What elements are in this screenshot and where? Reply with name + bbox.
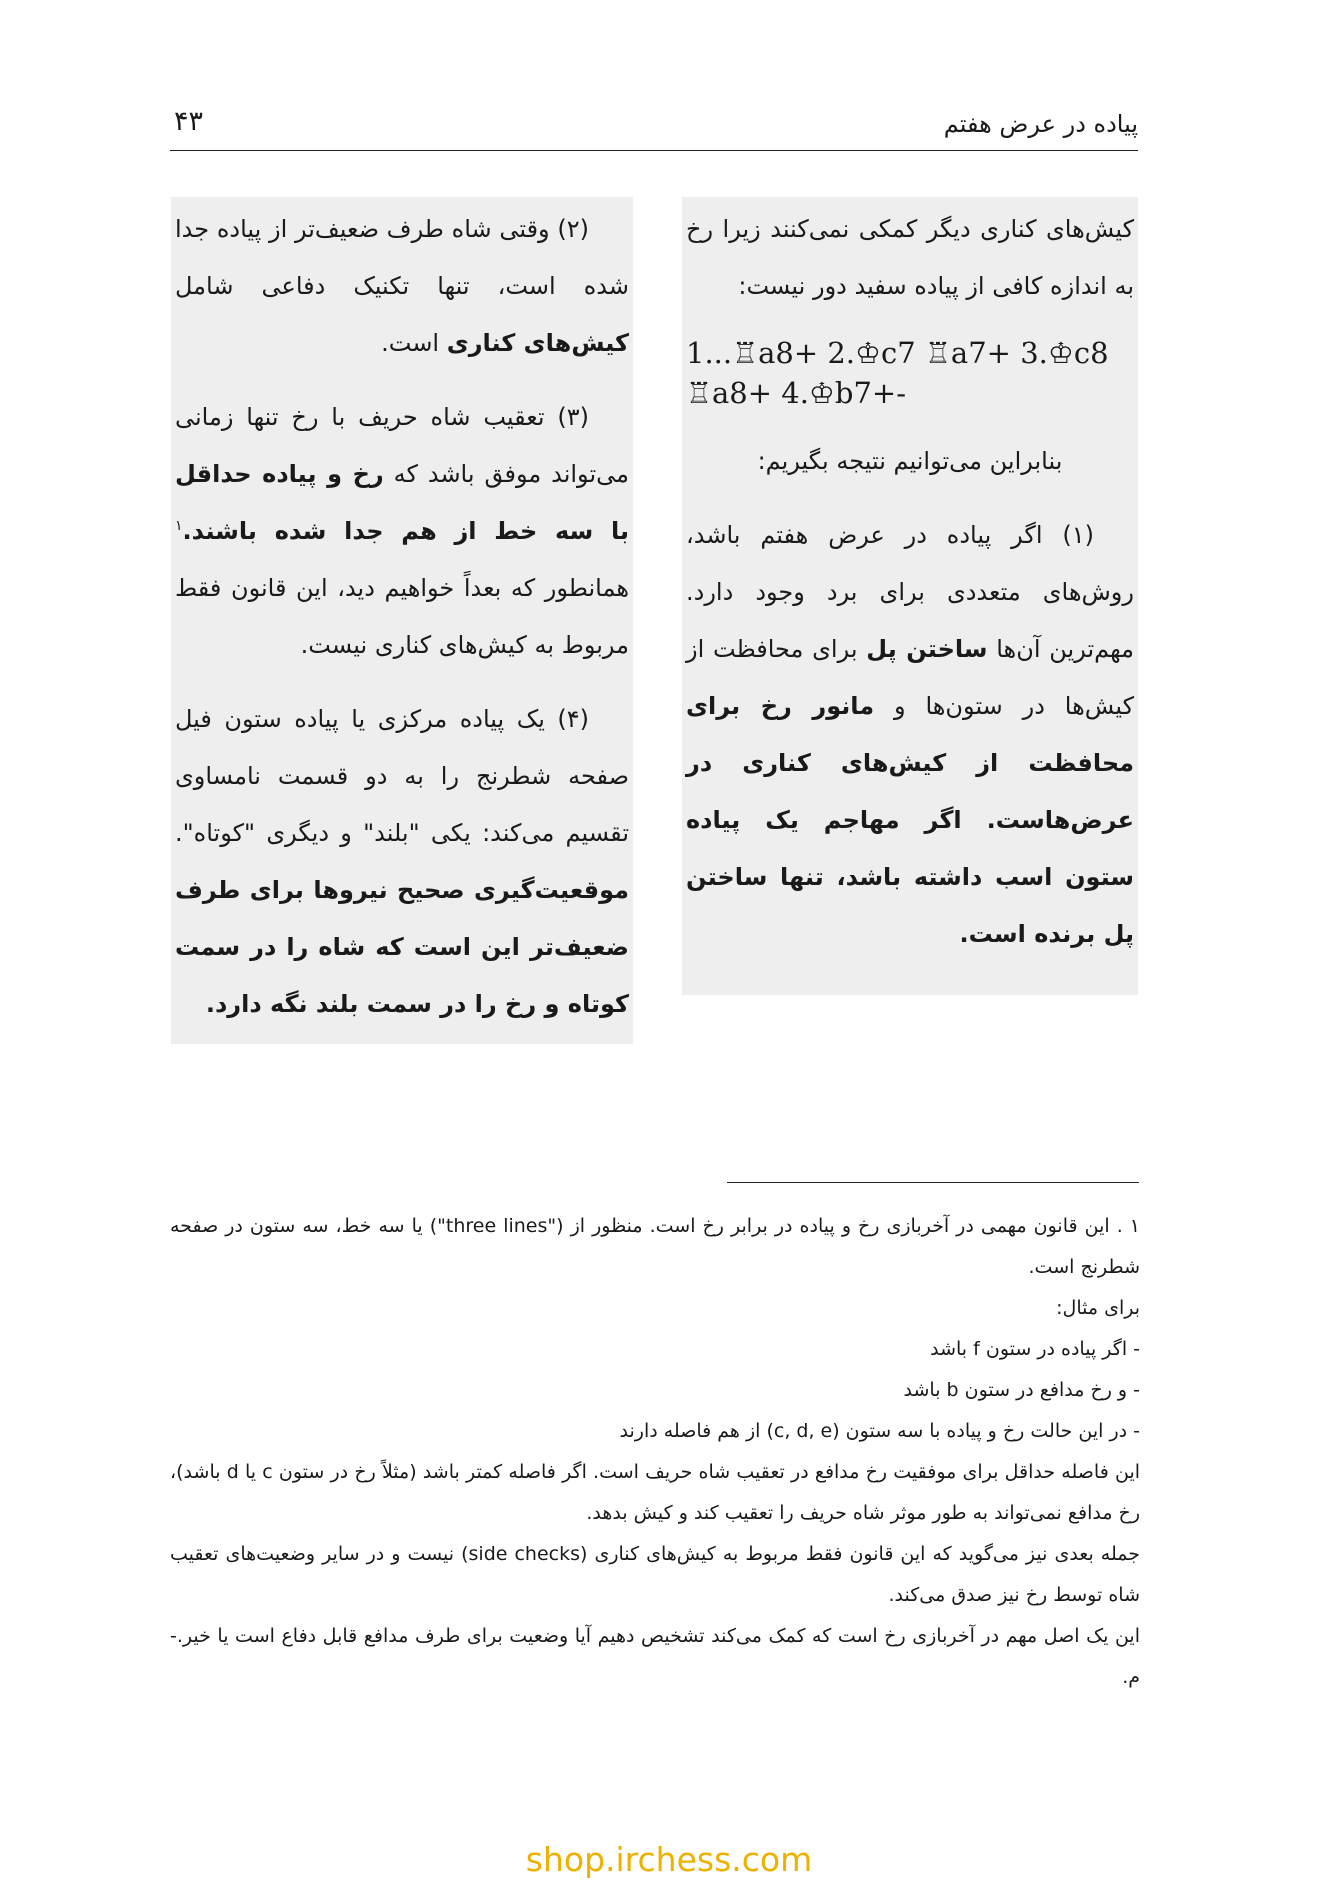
footnote-line: - و رخ مدافع در ستون b باشد: [903, 1379, 1140, 1401]
rule-3-text-a: (۳) تعقیب شاه حریف با رخ تنها زمانی می‌تواند موفق باشد که: [175, 403, 629, 488]
rule-4-paragraph: [175, 691, 629, 1033]
footnote-line: این یک اصل مهم در آخربازی رخ است که کمک می‌کند تشخیص دهیم آیا وضعیت برای طرف مدافع قابل دفاع است یا خیر.- م.: [170, 1625, 1140, 1688]
rule-2-paragraph: [175, 201, 629, 372]
rule-2-bold: کیش‌های کناری: [446, 329, 629, 357]
footnote-line: جمله بعدی نیز می‌گوید که این قانون فقط مربوط به کیش‌های کناری (side checks) نیست و در سایر وضعیت‌های تعقیب شاه توسط رخ نیز صدق می‌کند.: [170, 1543, 1141, 1606]
footnote-line: برای مثال:: [1056, 1297, 1140, 1319]
rule-3-text-c: همانطور که بعداً خواهیم دید، این قانون فقط مربوط به کیش‌های کناری نیست.: [175, 574, 629, 659]
footnote-marker: ۱: [175, 518, 183, 534]
rule-2-text-a: (۲) وقتی شاه طرف ضعیف‌تر از پیاده جدا شده است، تنها تکنیک دفاعی شامل: [175, 215, 629, 300]
footnote-separator: [727, 1182, 1139, 1183]
move-sequence-line-2: ♖a8+ 4.♔b7+-: [686, 376, 907, 410]
rule-1-bold-maneuver: مانور رخ برای محافظت از کیش‌های کناری در عرض‌هاست. اگر مهاجم یک پیاده ستون اسب داشته باشد، تنها ساختن پل برنده است.: [686, 692, 1134, 948]
rule-3-bold: رخ و پیاده حداقل با سه خط از هم جدا شده باشند.: [175, 460, 629, 545]
rule-2-text-c: است.: [381, 329, 447, 357]
rule-1-text-c: برای محافظت از کیش‌ها در ستون‌ها و: [686, 635, 1134, 720]
page-number: ۴۳: [174, 106, 204, 137]
move-sequence: [686, 333, 1134, 413]
move-sequence-line-1: 1...♖a8+ 2.♔c7 ♖a7+ 3.♔c8: [686, 336, 1109, 370]
footnote-line: - در این حالت رخ و پیاده با سه ستون (c, d, e) از هم فاصله دارند: [619, 1420, 1140, 1442]
site-watermark: shop.irchess.com: [525, 1840, 813, 1879]
rule-1-bold-bridge: ساختن پل: [866, 635, 988, 663]
rule-4-bold: موقعیت‌گیری صحیح نیروها برای طرف ضعیف‌تر این است که شاه را در سمت کوتاه و رخ را در سمت بلند نگه دارد.: [175, 876, 629, 1018]
right-column: [682, 197, 1138, 995]
footnote-line: این فاصله حداقل برای موفقیت رخ مدافع در تعقیب شاه حریف است. اگر فاصله کمتر باشد (مثلاً رخ در ستون c یا d باشد)، رخ مدافع نمی‌تواند به طور موثر شاه حریف را تعقیب کند و کیش بدهد.: [170, 1461, 1141, 1524]
footnotes: [170, 1206, 1140, 1698]
rule-1-text-a: (۱) اگر پیاده در عرض هفتم باشد، روش‌های متعددی برای برد وجود دارد. مهم‌ترین آن‌ها: [686, 521, 1135, 663]
footnote-line: - اگر پیاده در ستون f باشد: [930, 1338, 1140, 1360]
right-intro-paragraph: کیش‌های کناری دیگر کمکی نمی‌کنند زیرا رخ به اندازه کافی از پیاده سفید دور نیست:: [686, 215, 1134, 300]
rule-1-paragraph: [686, 507, 1134, 963]
footnote-line: ۱ . این قانون مهمی در آخربازی رخ و پیاده در برابر رخ است. منظور از ("three lines") یا سه خط، سه ستون در صفحه شطرنج است.: [170, 1215, 1140, 1278]
running-header: [170, 100, 1138, 151]
rule-4-text-a: (۴) یک پیاده مرکزی یا پیاده ستون فیل صفحه شطرنج را به دو قسمت نامساوی تقسیم می‌کند: یکی "بلند" و دیگری "کوتاه".: [175, 705, 629, 847]
conclusion-line: بنابراین می‌توانیم نتیجه بگیریم:: [757, 447, 1063, 475]
rule-3-paragraph: [175, 389, 629, 674]
left-column: [171, 197, 633, 1044]
running-title: پیاده در عرض هفتم: [943, 110, 1138, 138]
